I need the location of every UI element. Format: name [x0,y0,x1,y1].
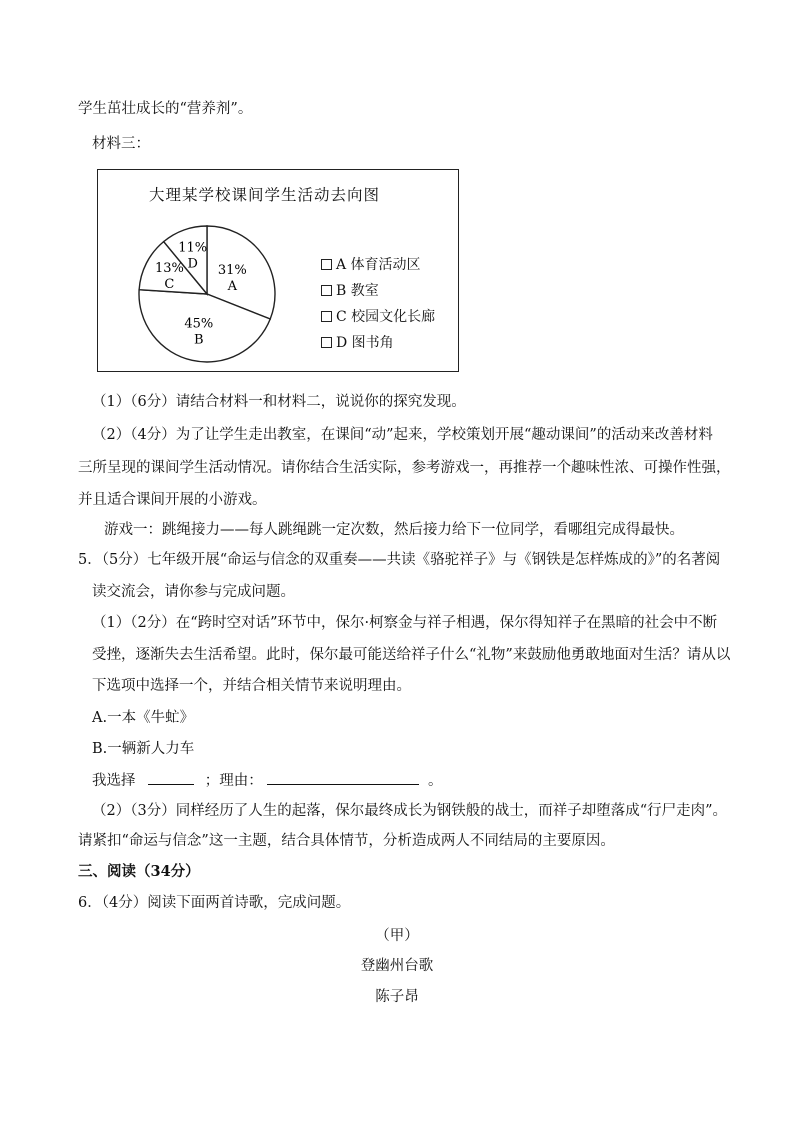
option-a: A.一本《牛虻》 [92,710,195,726]
question-1: （1）（6分）请结合材料一和材料二，说说你的探究发现。 [92,394,466,410]
choice-blank[interactable] [148,770,194,785]
checkbox-icon [321,259,332,270]
game-one: 游戏一：跳绳接力——每人跳绳跳一定次数，然后接力给下一位同学，看哪组完成得最快。 [104,522,684,538]
question-5-2-line-2: 请紧扣“命运与信念”这一主题，结合具体情节，分析造成两人不同结局的主要原因。 [78,833,615,849]
reason-label: ；理由： [204,773,263,789]
pie-value-label: 13% [154,260,184,276]
choose-label: 我选择 [92,773,136,789]
pie-category-label: B [194,332,204,348]
material-three-label: 材料三： [92,136,150,152]
question-2-line-2: 三所呈现的课间学生活动情况。请你结合生活实际，参考游戏一，再推荐一个趣味性浓、可操作性强， [78,460,731,476]
chart-legend [321,251,435,355]
legend-label: B 教室 [336,283,379,299]
legend-label: A 体育活动区 [336,257,421,273]
pie-category-label: A [227,278,237,294]
section-three-heading: 三、阅读（34分） [78,863,200,880]
poem-mark: （甲） [375,928,419,944]
question-6: 6．（4分）阅读下面两首诗歌，完成问题。 [78,895,351,911]
checkbox-icon [321,285,332,296]
question-2-line-1: （2）（4分）为了让学生走出教室，在课间“动”起来，学校策划开展“趣动课间”的活动来改善材料 [92,427,713,443]
pie-category-label: D [187,256,198,272]
legend-item-c [321,303,435,329]
question-5-1-line-1: （1）（2分）在“跨时空对话”环节中，保尔·柯察金与祥子相遇，保尔得知祥子在黑暗的社会中不断 [92,615,718,631]
chart-title: 大理某学校课间学生活动去向图 [149,186,381,204]
pie-value-label: 31% [217,262,247,278]
legend-item-d [321,329,435,355]
legend-label: C 校园文化长廊 [336,309,436,325]
poem-title: 登幽州台歌 [360,958,434,974]
pie-category-label: C [164,276,175,292]
legend-item-b [321,277,435,303]
legend-item-a [321,251,435,277]
checkbox-icon [321,337,332,348]
legend-label: D 图书角 [336,335,394,351]
question-5-1-line-3: 下选项中选择一个，并结合相关情节来说明理由。 [92,678,411,694]
text-line: 学生茁壮成长的“营养剂”。 [78,101,253,117]
question-5-line-1: 5．（5分）七年级开展“命运与信念的双重奏——共读《骆驼祥子》与《钢铁是怎样炼成的》”的名著阅 [78,552,721,568]
reason-blank[interactable] [267,770,419,785]
question-5-2-line-1: （2）（3分）同样经历了人生的起落，保尔最终成长为钢铁般的战士，而祥子却堕落成“行尸走肉”。 [92,803,728,819]
question-5-line-2: 读交流会，请你参与完成问题。 [92,584,295,600]
end-period: 。 [427,773,443,789]
option-b: B.一辆新人力车 [92,741,195,757]
question-2-line-3: 并且适合课间开展的小游戏。 [78,492,267,508]
checkbox-icon [321,311,332,322]
pie-value-label: 11% [178,240,208,256]
pie-value-label: 45% [184,316,214,332]
poem-author: 陈子昂 [375,989,419,1005]
answer-line [92,770,442,791]
pie-chart [97,169,459,372]
question-5-1-line-2: 受挫，逐渐失去生活希望。此时，保尔最可能送给祥子什么“礼物”来鼓励他勇敢地面对生活？请从以 [92,647,731,663]
